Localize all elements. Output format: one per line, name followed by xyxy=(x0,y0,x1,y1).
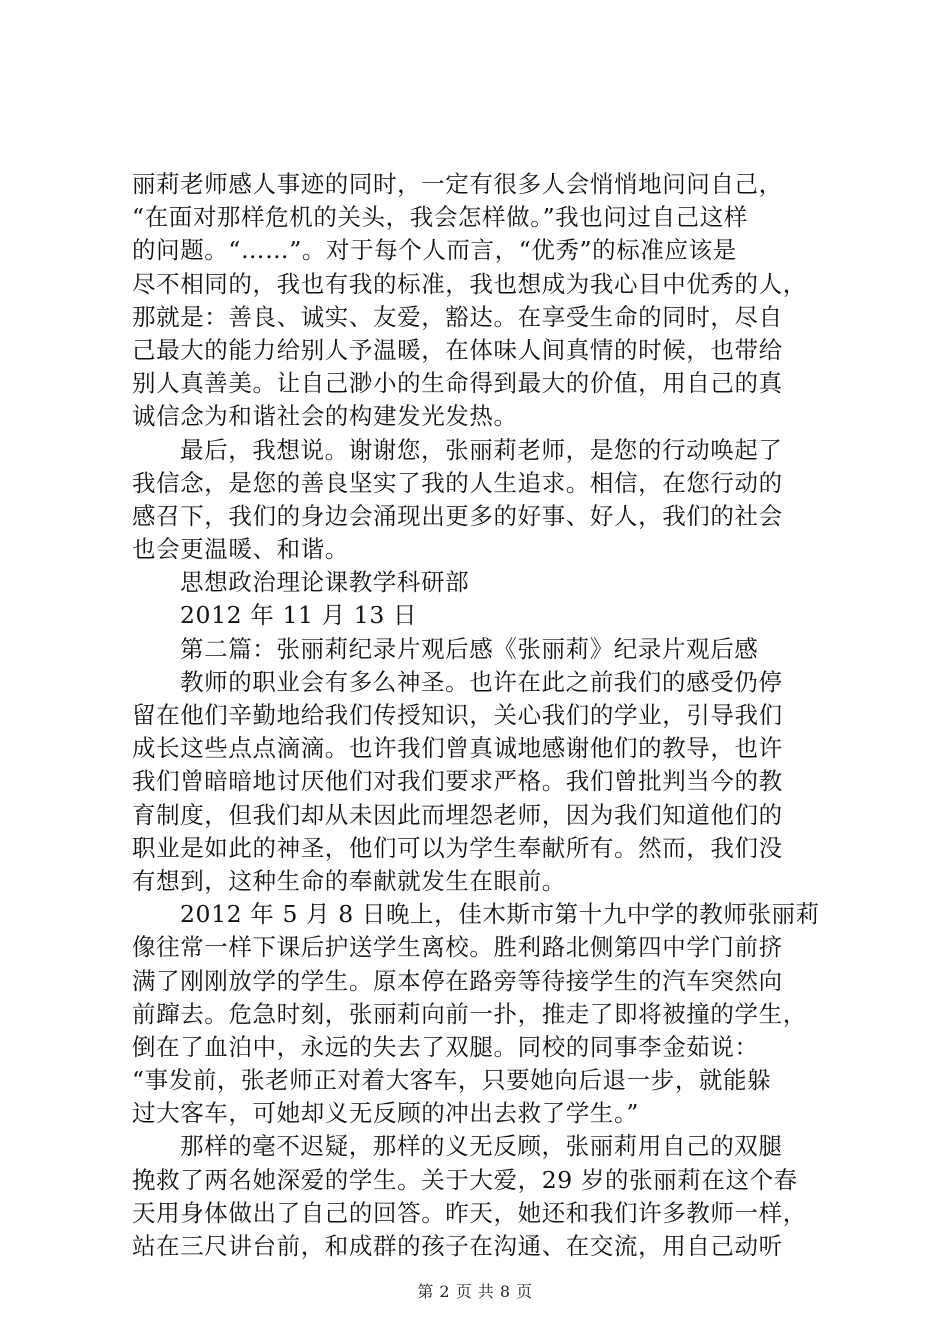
text-line: 育制度，但我们却从未因此而埋怨老师，因为我们知道他们的 xyxy=(132,800,783,829)
text-line: 挽救了两名她深爱的学生。关于大爱，29 岁的张丽莉在这个春 xyxy=(132,1165,798,1194)
text-line: 己最大的能力给别人予温暖，在体味人间真情的时候，也带给 xyxy=(132,335,783,364)
text-line: 倒在了血泊中，永远的失去了双腿。同校的同事李金茹说： xyxy=(132,1032,759,1061)
author-dept: 思想政治理论课教学科研部 xyxy=(180,568,470,597)
text-line: 前蹿去。危急时刻，张丽莉向前一扑，推走了即将被撞的学生， xyxy=(132,999,807,1028)
text-line: 我们曾暗暗地讨厌他们对我们要求严格。我们曾批判当今的教 xyxy=(132,767,783,796)
text-line: “事发前，张老师正对着大客车，只要她向后退一步，就能躲 xyxy=(132,1066,772,1095)
section-heading: 第二篇：张丽莉纪录片观后感《张丽莉》纪录片观后感 xyxy=(180,634,759,663)
text-line: 站在三尺讲台前，和成群的孩子在沟通、在交流，用自己动听 xyxy=(132,1232,783,1260)
text-line: 留在他们辛勤地给我们传授知识，关心我们的学业，引导我们 xyxy=(132,701,783,729)
text-line: 尽不相同的，我也有我的标准，我也想成为我心目中优秀的人， xyxy=(132,269,807,298)
text-line: 那就是：善良、诚实、友爱，豁达。在享受生命的同时，尽自 xyxy=(132,302,783,331)
text-line: 成长这些点点滴滴。也许我们曾真诚地感谢他们的教导，也许 xyxy=(132,734,783,763)
page-footer xyxy=(0,1279,950,1302)
page-number-label: 第 2 页 共 8 页 xyxy=(417,1282,533,1301)
paragraph-start: 2012 年 5 月 8 日晚上，佳木斯市第十九中学的教师张丽莉 xyxy=(180,900,820,929)
text-line: 丽莉老师感人事迹的同时，一定有很多人会悄悄地问问自己， xyxy=(132,170,783,198)
text-line: 职业是如此的神圣，他们可以为学生奉献所有。然而，我们没 xyxy=(132,833,783,862)
text-line: 感召下，我们的身边会涌现出更多的好事、好人，我们的社会 xyxy=(132,501,783,530)
text-line: 天用身体做出了自己的回答。昨天，她还和我们许多教师一样， xyxy=(132,1198,807,1227)
paragraph-start: 那样的毫不迟疑，那样的义无反顾，张丽莉用自己的双腿 xyxy=(180,1132,783,1161)
text-line: 满了刚刚放学的学生。原本停在路旁等待接学生的汽车突然向 xyxy=(132,966,783,995)
document-body xyxy=(132,168,838,1263)
text-line: 有想到，这种生命的奉献就发生在眼前。 xyxy=(132,866,566,895)
text-line: “在面对那样危机的关头，我会怎样做。”我也问过自己这样 xyxy=(132,203,748,232)
text-line: 像往常一样下课后护送学生离校。胜利路北侧第四中学门前挤 xyxy=(132,933,783,962)
text-line: 别人真善美。让自己渺小的生命得到最大的价值，用自己的真 xyxy=(132,369,783,398)
text-line: 也会更温暖、和谐。 xyxy=(132,535,349,564)
text-line: 我信念，是您的善良坚实了我的人生追求。相信，在您行动的 xyxy=(132,468,783,497)
paragraph-start: 教师的职业会有多么神圣。也许在此之前我们的感受仍停 xyxy=(180,667,783,696)
text-line: 的问题。“……”。对于每个人而言，“优秀”的标准应该是 xyxy=(132,236,737,265)
paragraph-start: 最后，我想说。谢谢您，张丽莉老师，是您的行动唤起了 xyxy=(180,435,783,464)
text-line: 诚信念为和谐社会的构建发光发热。 xyxy=(132,402,518,431)
document-date: 2012 年 11 月 13 日 xyxy=(180,601,418,630)
text-line: 过大客车，可她却义无反顾的冲出去救了学生。” xyxy=(132,1099,639,1128)
